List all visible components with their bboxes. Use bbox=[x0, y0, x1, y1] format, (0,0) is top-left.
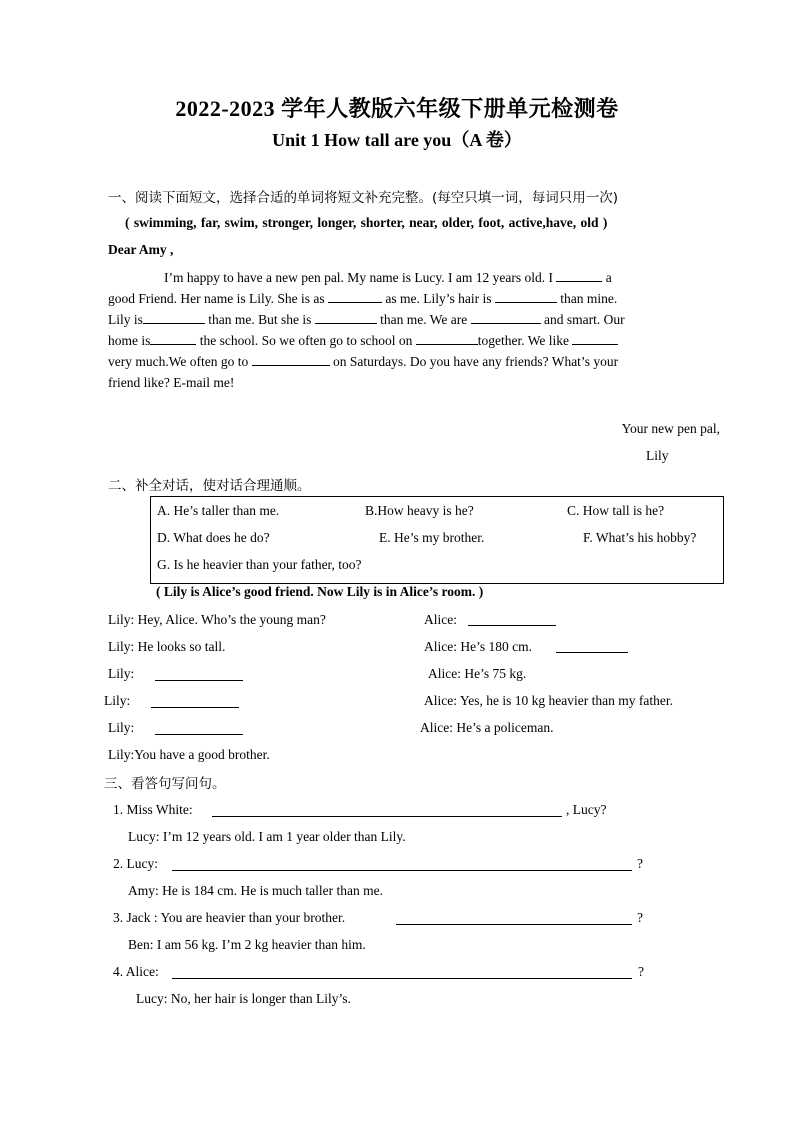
answer-blank[interactable] bbox=[495, 290, 557, 303]
question-suffix: ? bbox=[638, 964, 644, 979]
answer-blank[interactable] bbox=[151, 707, 239, 708]
answer-blank[interactable] bbox=[315, 311, 377, 324]
dialogue-context: ( Lily is Alice’s good friend. Now Lily is in Alice’s room. ) bbox=[156, 584, 484, 599]
letter-text: the school. So we often go to school on bbox=[199, 333, 413, 348]
answer-line: Lucy: I’m 12 years old. I am 1 year older than Lily. bbox=[128, 829, 406, 844]
section2-heading: 二、补全对话，使对话合理通顺。 bbox=[108, 478, 311, 494]
page-title: 2022-2023 学年人教版六年级下册单元检测卷 bbox=[175, 96, 619, 121]
options-box bbox=[150, 496, 724, 584]
answer-blank[interactable] bbox=[468, 625, 556, 626]
letter-text: good Friend. Her name is Lily. She is as bbox=[108, 291, 325, 306]
letter-text: than me. We are bbox=[380, 312, 468, 327]
option-g: G. Is he heavier than your father, too? bbox=[157, 557, 362, 572]
answer-blank[interactable] bbox=[471, 311, 541, 324]
question-prefix: 4. Alice: bbox=[113, 964, 159, 979]
letter-body bbox=[108, 267, 722, 393]
letter-signature: Lily bbox=[646, 448, 669, 463]
dialogue-alice-line: Alice: He’s 180 cm. bbox=[424, 639, 532, 654]
option-c: C. How tall is he? bbox=[567, 503, 665, 518]
answer-blank[interactable] bbox=[212, 816, 562, 817]
dialogue-alice-line: Alice: He’s a policeman. bbox=[420, 720, 554, 735]
dialogue-lily-line: Lily: bbox=[108, 720, 135, 735]
question-suffix: , Lucy? bbox=[566, 802, 607, 817]
answer-blank[interactable] bbox=[172, 978, 632, 979]
answer-blank[interactable] bbox=[556, 269, 602, 282]
letter-text: and smart. Our bbox=[544, 312, 625, 327]
letter-closing: Your new pen pal, bbox=[621, 421, 720, 436]
question-suffix: ? bbox=[637, 910, 643, 925]
option-a: A. He’s taller than me. bbox=[157, 503, 280, 518]
answer-blank[interactable] bbox=[328, 290, 382, 303]
dialogue-lily-line: Lily:You have a good brother. bbox=[108, 747, 270, 762]
dialogue-alice-line: Alice: Yes, he is 10 kg heavier than my father. bbox=[424, 693, 673, 708]
answer-blank[interactable] bbox=[155, 734, 243, 735]
dialogue-lily-line: Lily: He looks so tall. bbox=[108, 639, 226, 654]
dialogue-alice-line: Alice: bbox=[424, 612, 457, 627]
answer-blank[interactable] bbox=[416, 332, 478, 345]
answer-blank[interactable] bbox=[172, 870, 632, 871]
question-prefix: 2. Lucy: bbox=[113, 856, 158, 871]
word-bank: ( swimming, far, swim, stronger, longer, shorter, near, older, foot, active,have, old ) bbox=[125, 215, 608, 230]
letter-text: Lily is bbox=[108, 312, 143, 327]
answer-blank[interactable] bbox=[143, 311, 205, 324]
letter-text: a bbox=[605, 270, 612, 285]
dialogue-alice-line: Alice: He’s 75 kg. bbox=[428, 666, 527, 681]
letter-text: as me. Lily’s hair is bbox=[385, 291, 492, 306]
section3-heading: 三、看答句写问句。 bbox=[104, 776, 226, 792]
question-suffix: ? bbox=[637, 856, 643, 871]
section1-heading: 一、阅读下面短文，选择合适的单词将短文补充完整。(每空只填一词，每词只用一次) bbox=[108, 190, 619, 206]
option-d: D. What does he do? bbox=[157, 530, 270, 545]
letter-text: very much.We often go to bbox=[108, 354, 249, 369]
answer-line: Amy: He is 184 cm. He is much taller than me. bbox=[128, 883, 383, 898]
page-subtitle: Unit 1 How tall are you（A 卷） bbox=[272, 130, 522, 150]
answer-line: Lucy: No, her hair is longer than Lily’s. bbox=[136, 991, 351, 1006]
question-prefix: 3. Jack : You are heavier than your brother. bbox=[113, 910, 346, 925]
option-e: E. He’s my brother. bbox=[379, 530, 485, 545]
letter-text: on Saturdays. Do you have any friends? What’s your bbox=[333, 354, 619, 369]
question-prefix: 1. Miss White: bbox=[113, 802, 193, 817]
option-f: F. What’s his hobby? bbox=[583, 530, 697, 545]
answer-blank[interactable] bbox=[396, 924, 632, 925]
dialogue-lily-line: Lily: bbox=[104, 693, 131, 708]
letter-text: friend like? E-mail me! bbox=[108, 375, 235, 390]
dialogue-lily-line: Lily: bbox=[108, 666, 135, 681]
answer-blank[interactable] bbox=[150, 332, 196, 345]
answer-line: Ben: I am 56 kg. I’m 2 kg heavier than him. bbox=[128, 937, 366, 952]
letter-greeting: Dear Amy , bbox=[108, 242, 174, 257]
dialogue-lily-line: Lily: Hey, Alice. Who’s the young man? bbox=[108, 612, 326, 627]
answer-blank[interactable] bbox=[572, 332, 618, 345]
answer-blank[interactable] bbox=[155, 680, 243, 681]
letter-text: I’m happy to have a new pen pal. My name is Lucy. I am 12 years old. I bbox=[164, 270, 554, 285]
letter-text: than mine. bbox=[560, 291, 618, 306]
letter-text: home is bbox=[108, 333, 151, 348]
option-b: B.How heavy is he? bbox=[365, 503, 474, 518]
letter-text: than me. But she is bbox=[208, 312, 312, 327]
letter-text: together. We like bbox=[477, 333, 569, 348]
answer-blank[interactable] bbox=[556, 652, 628, 653]
answer-blank[interactable] bbox=[252, 353, 330, 366]
